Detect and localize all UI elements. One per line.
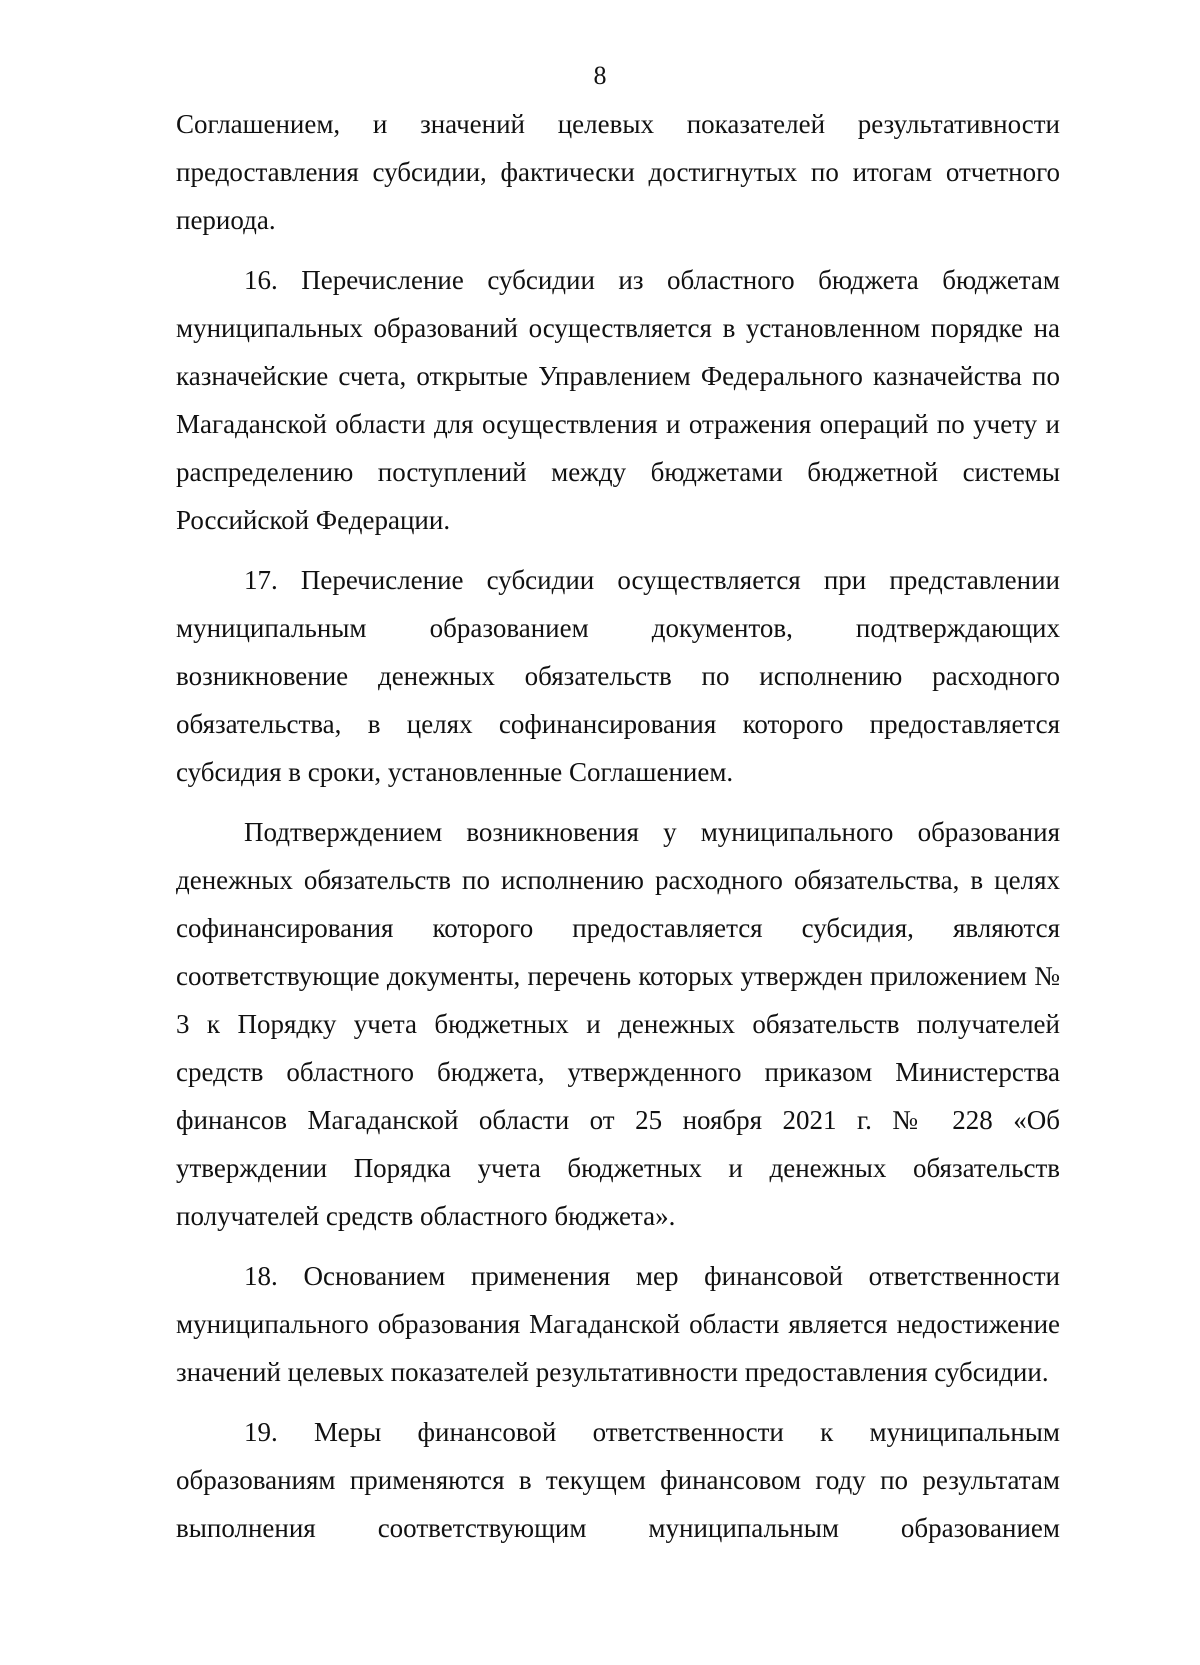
document-body [176,100,1060,1552]
paragraph-item-18: 18. Основанием применения мер финансовой ответственности муниципального образования Магаданской области является недостижение значений целевых показателей результативности предоставления субсидии. [176,1261,1060,1387]
paragraph-item-16: 16. Перечисление субсидии из областного бюджета бюджетам муниципальных образований осуществляется в установленном порядке на казначейские счета, открытые Управлением Федерального казначейства по Магаданской области для осуществления и отражения операций по учету и распределению поступлений между бюджетами бюджетной системы Российской Федерации. [176,265,1060,535]
paragraph-confirmation: Подтверждением возникновения у муниципального образования денежных обязательств по исполнению расходного обязательства, в целях софинансирования которого предоставляется субсидия, являются соответствующие документы, перечень которых утвержден приложением № 3 к Порядку учета бюджетных и денежных обязательств получателей средств областного бюджета, утвержденного приказом Министерства финансов Магаданской области от 25 ноября 2021 г. № 228 «Об утверждении Порядка учета бюджетных и денежных обязательств получателей средств областного бюджета». [176,817,1060,1231]
paragraph-continuation: Соглашением, и значений целевых показателей результативности предоставления субсидии, фактически достигнутых по итогам отчетного периода. [176,109,1060,235]
page-number: 8 [593,61,607,90]
paragraph-item-19: 19. Меры финансовой ответственности к муниципальным образованиям применяются в текущем финансовом году по результатам выполнения соответствующим муниципальным образованием [176,1417,1060,1543]
paragraph-item-17: 17. Перечисление субсидии осуществляется при представлении муниципальным образованием документов, подтверждающих возникновение денежных обязательств по исполнению расходного обязательства, в целях софинансирования которого предоставляется субсидия в сроки, установленные Соглашением. [176,565,1060,787]
